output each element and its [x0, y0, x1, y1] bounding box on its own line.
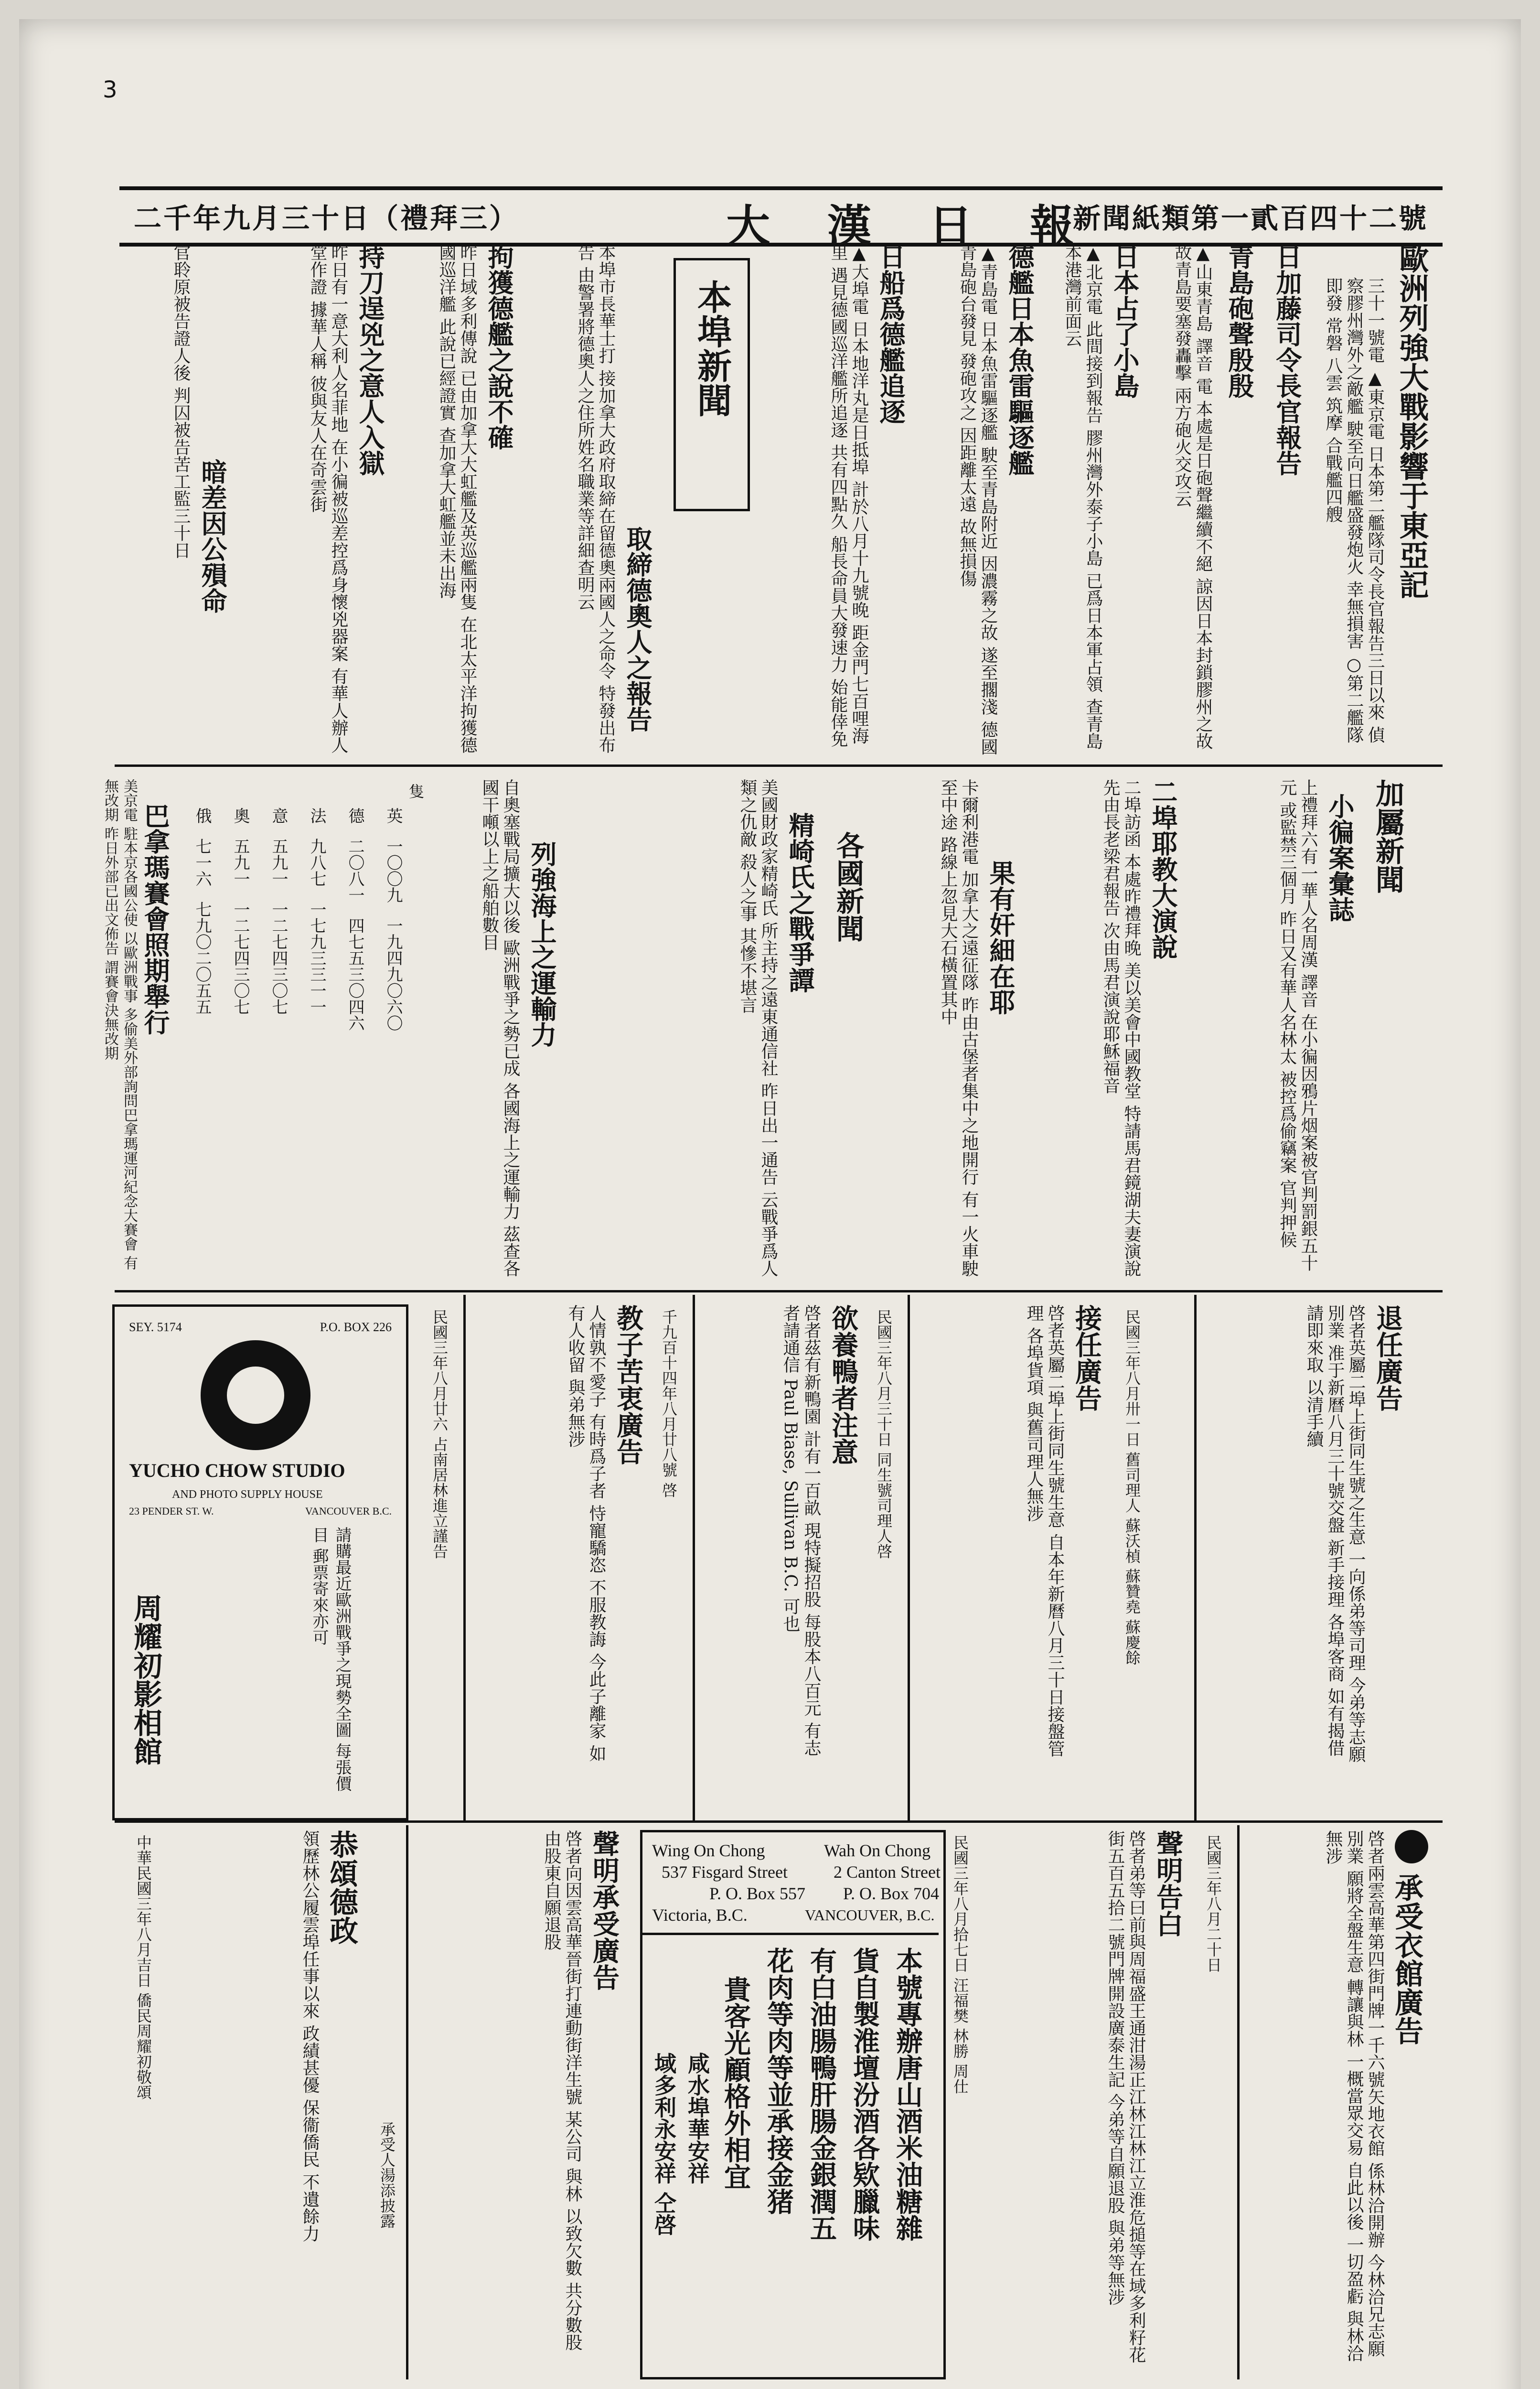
shipping-cell-ships: 九八七 [307, 838, 326, 887]
studio-city: VANCOUVER B.C. [305, 1505, 392, 1517]
shipping-cell-ships: 七一六 [192, 838, 212, 887]
shipping-cell-tons: 七九〇二〇五五 [192, 901, 212, 1015]
shipping-cell-tons: 一九四九〇六〇 [384, 917, 403, 1031]
studio-tel: SEY. 5174 [129, 1320, 182, 1334]
article-body-13: 卡爾利港電 加拿大之遠征隊 昨由古堡者集中之地開行 有一火車駛至中途 路線上忽見大石橫置其中 [938, 779, 979, 1277]
masthead [119, 186, 1443, 252]
ad-sign-3: 千九百十四年八月廿八號 啓 [660, 1309, 678, 1498]
shipping-row [266, 807, 291, 1276]
article-body-3: ▲山東青島 譯音 電 本處是日砲聲繼續不絕 諒因日本封鎖膠州之故 故青島要塞發轟擊 兩方砲火交攻云 [1172, 244, 1213, 750]
shipping-cell-country: 意 [269, 807, 288, 824]
shipping-row [304, 807, 330, 1276]
wah-on-name: Wah On Chong [824, 1841, 931, 1860]
article-head-8: 拘獲德艦之說不確 [484, 244, 514, 450]
article-head-3: 青島砲聲殷殷 [1224, 244, 1255, 398]
ad-sign-2: 民國三年八月三十日 同生號司理人啓 [875, 1309, 893, 1559]
divider-middle [115, 1290, 1443, 1292]
wah-on-city: VANCOUVER, B.C. [805, 1906, 935, 1924]
ad-sign-6: 民國三年八月拾七日 汪福樊 林勝 周仕 [951, 1835, 969, 2094]
ad-head-7: 聲明承受廣告 [588, 1830, 620, 1991]
divider-lower [115, 1820, 1443, 1823]
section-title-foreign: 各國新聞 [832, 831, 864, 942]
ad-body-7: 啓者向因雲高華晉街打連動街洋生號 某公司 與林 以致欠數 共分數股 由股東自願退股 [542, 1830, 582, 2351]
ad-sign-1: 民國三年八月卅一日 舊司理人 蘇沃楨 蘇贊堯 蘇慶餘 [1123, 1309, 1141, 1665]
shipping-cell-tons: 一七九三三一一 [307, 901, 326, 1015]
article-body-14: 美國財政家精崎氏 所主持之遠東通信社 昨日出一通告 云戰爭爲人類之仇敵 殺人之事 其慘不堪言 [738, 779, 778, 1277]
studio-subtitle: AND PHOTO SUPPLY HOUSE [172, 1488, 323, 1501]
shop-sign-2: 域多利永安祥 仝啓 [651, 2052, 677, 2236]
ad-body-8: 領歷林公履雲埠任事以來 政績甚優 保衞僑民 不遺餘力 [300, 1830, 320, 2242]
ad-body-5: 啓者兩雲高華第四街門牌一千六號矢地衣館 係林洽開辦 今林洽兄志願別業 願將全盤生意 轉讓與林 一概當眾交易 自此以後 一切盈虧 與林洽無涉 [1323, 1830, 1385, 2362]
article-head-11: 小徧案彙誌 [1325, 793, 1355, 922]
wah-on-address: 2 Canton Street [834, 1862, 941, 1882]
shop-line-3: 有白油腸鴨肝腸金銀潤五 [806, 1947, 837, 2241]
article-head-16: 巴拿瑪賽會照期舉行 [140, 803, 171, 1035]
section-title-canada: 加屬新聞 [1371, 779, 1404, 893]
divider-top [115, 764, 1443, 767]
article-head-2: 日加藤司令長官報告 [1272, 244, 1303, 476]
shipping-cell-country: 奧 [231, 807, 250, 824]
grocery-ad [640, 1830, 946, 2379]
ad-sign-7: 承受人湯添披露 [378, 2121, 396, 2228]
masthead-right: 新聞紙類第一貳百四十二號 [1072, 202, 1428, 235]
article-head-14: 精崎氏之戰爭譚 [785, 812, 815, 993]
shipping-row [227, 807, 253, 1276]
article-body-4: ▲北京電 此間接到報告 膠州灣外泰子小島 已爲日本軍占領 查青島本港灣前面云 [1062, 244, 1103, 750]
wing-on-box: P. O. Box 557 [709, 1884, 806, 1903]
ad-head-5: 承受衣館廣告 [1390, 1873, 1423, 2045]
ad-head-2: 接任廣告 [1071, 1304, 1102, 1411]
ad-head-4: 教子苦衷廣告 [612, 1304, 644, 1465]
studio-address: 23 PENDER ST. W. [129, 1505, 214, 1517]
wing-on-city: Victoria, B.C. [652, 1905, 748, 1925]
shop-sign-1: 咸水埠華安祥 [684, 2052, 710, 2184]
ad-body-6: 啓者弟等曰前與周福盛王通泔湯正江林江林江立淮危搥等在域多利籽花街五百五拾二號門牌開設廣泰生記 今弟等自願退股 與弟等無涉 [1105, 1830, 1146, 2363]
page-number: 3 [103, 76, 118, 103]
article-head-5: 德艦日本魚雷驅逐艦 [1005, 244, 1035, 476]
wing-on-name: Wing On Chong [652, 1841, 765, 1860]
ad-sign-4: 民國三年八月廿六 占南居林進立謹告 [430, 1309, 449, 1559]
studio-ad [112, 1304, 408, 1820]
studio-name: YUCHO CHOW STUDIO [129, 1460, 345, 1481]
shipping-cell-country: 德 [345, 807, 364, 824]
article-head-15: 列強海上之運輸力 [527, 841, 557, 1047]
article-body-5: ▲青島電 日本魚雷驅逐艦 駛至青島附近 因濃霧之故 遂至擱淺 德國青島砲台發見 發砲攻之 因距離太遠 故無損傷 [957, 244, 998, 755]
article-body-7: 本埠市長華士打 接加拿大政府取締在留德奧兩國人之命令 特發出布告 由警署將德奧人之住所姓名職業等詳細查明云 [575, 244, 616, 753]
article-head-12: 二埠耶教大演說 [1148, 779, 1178, 959]
article-body-8: 昨日域多利傳說 已由加拿大大虹艦及英巡艦兩隻 在北太平洋拘獲德國巡洋艦 此說已經證實 查加拿大虹艦並未出海 [437, 244, 477, 753]
article-head-4: 日本占了小島 [1110, 244, 1140, 398]
article-head-1: 歐洲列強大戰影響于東亞記 [1394, 244, 1429, 599]
article-body-15: 自奧塞戰局擴大以後 歐洲戰爭之勢已成 各國海上之運輸力 茲查各國干噸以上之船舶數目 [480, 779, 520, 1277]
shop-line-2: 貨自製淮壇汾酒各欵臘味 [849, 1947, 880, 2241]
shipping-cell-ships: 五九一 [231, 838, 250, 887]
ad-sign-5: 民國三年八月二十日 [1204, 1835, 1222, 1972]
studio-box: P.O. BOX 226 [320, 1320, 392, 1334]
article-head-13: 果有奸細在耶 [985, 860, 1016, 1015]
newspaper-page [19, 19, 1521, 2389]
article-body-16: 美京電 駐本京各國公使 以歐洲戰事 多偷美外部詢問巴拿瑪運河紀念大賽會 有無改期 昨日外部已出文佈告 謂賽會決無改期 [102, 779, 138, 1270]
table-header: 隻 [406, 784, 425, 799]
ad-body-2: 啓者英屬二埠上街同生號生意 自本年新曆八月三十日接盤管理 各埠貨項 與舊司理人無涉 [1024, 1304, 1065, 1757]
article-head-6: 日船爲德艦追逐 [876, 244, 906, 424]
ad-head-3: 欲養鴨者注意 [827, 1304, 859, 1465]
article-head-10: 暗差因公殞命 [197, 459, 228, 613]
article-head-7: 取締德奧人之報告 [622, 526, 653, 732]
article-body-1: 三十一號電 ▲東京電 日本第二艦隊司令長官報告三日以來 偵察膠州灣外之敵艦 駛至向日艦盛發炮火 幸無損害 ○第二艦隊即發 常磐 八雲 筑摩 合戰艦四艘 [1323, 277, 1385, 743]
article-head-9: 持刀逞兇之意人入獄 [355, 244, 385, 476]
shipping-row [342, 807, 368, 1276]
ad-body-4: 人情孰不愛子 有時爲子者 恃寵驕恣 不服教誨 今此子離家 如有人收留 與弟無涉 [566, 1304, 606, 1762]
studio-chinese-name: 周耀初影相館 [129, 1593, 162, 1765]
shipping-row [380, 807, 406, 1276]
shipping-cell-country: 俄 [192, 807, 212, 824]
studio-notice: 請購最近歐洲戰爭之現勢全圖 每張價目 郵票寄來亦可 [310, 1527, 352, 1792]
shipping-cell-country: 英 [384, 807, 403, 824]
article-body-6: ▲大埠電 日本地洋丸是日抵埠 計於八月十九號晚 距金門七百哩海里 遇見德國巡洋艦所追逐 共有四點久 船長命員大發速力 始能倖免 [828, 244, 869, 747]
shipping-cell-tons: 四七五三〇四六 [345, 917, 364, 1031]
article-body-9: 昨日有一意大利人名菲地 在小徧被巡差控爲身懷兇器案 有華人辦人堂作證 據華人稱 彼與友人在奇雲街 [308, 244, 348, 753]
shipping-row [189, 807, 215, 1276]
shipping-table [177, 779, 430, 1281]
shipping-cell-country: 法 [307, 807, 326, 824]
shipping-cell-ships: 五九一 [269, 838, 288, 887]
shipping-cell-ships: 一〇〇九 [384, 838, 403, 903]
ad-sign-8: 中華民國三年八月吉日 僑民周耀初敬頌 [134, 1835, 152, 2100]
section-title-local: 本埠新聞 [692, 280, 732, 417]
section-box-local [674, 258, 750, 511]
shop-line-5: 貴客光顧格外相宜 [720, 1976, 751, 2190]
studio-logo [201, 1340, 310, 1450]
masthead-left: 二千年九月三十日（禮拜三） [134, 202, 519, 235]
article-body-12: 二埠訪函 本處昨禮拜晚 美以美會中國教堂 特請馬君鏡湖夫妻演說 先由長老梁君報告 次由馬君演說耶穌福音 [1101, 779, 1141, 1277]
ad-head-8: 恭頌德政 [325, 1830, 358, 1945]
wing-on-address: 537 Fisgard Street [662, 1862, 788, 1882]
ad-head-1: 退任廣告 [1372, 1304, 1403, 1411]
newspaper-title: 大漢日報 [726, 200, 1132, 252]
article-body-11: 上禮拜六有一華人名周漢 譯音 在小徧因鴉片烟案被官判罰銀五十元 或監禁三個月 昨日又有華人名林太 被控爲偷竊案 官判押候 [1277, 779, 1318, 1271]
shop-line-4: 花肉等肉等並承接金猪 [763, 1947, 794, 2215]
wah-on-box: P. O. Box 704 [843, 1884, 940, 1903]
shipping-cell-tons: 一二七四三〇七 [269, 901, 288, 1015]
shop-line-1: 本號專辦唐山酒米油糖雜 [892, 1947, 923, 2241]
shipping-cell-ships: 二〇八一 [345, 838, 364, 903]
ad-body-3: 啓者茲有新鴨園 計有一百畝 現特擬招股 每股本八百元 有志者請通信 Paul Biase, Sullivan B.C. 可也 [781, 1304, 821, 1756]
ad-head-6: 聲明告白 [1152, 1830, 1184, 1937]
ad-body-1: 啓者英屬二埠上街同生號之生意 一向係弟等司理 今弟等志願別業 准于新曆八月三十號交盤 新手接理 各埠客商 如有揭借 請即來取 以清手續 [1304, 1304, 1366, 1763]
article-body-10: 官聆原被告證人後 判囚被告苦工監三十日 [171, 244, 191, 559]
ad-marker-5 [1395, 1830, 1428, 1863]
shipping-cell-tons: 一二七四三〇七 [231, 901, 250, 1015]
